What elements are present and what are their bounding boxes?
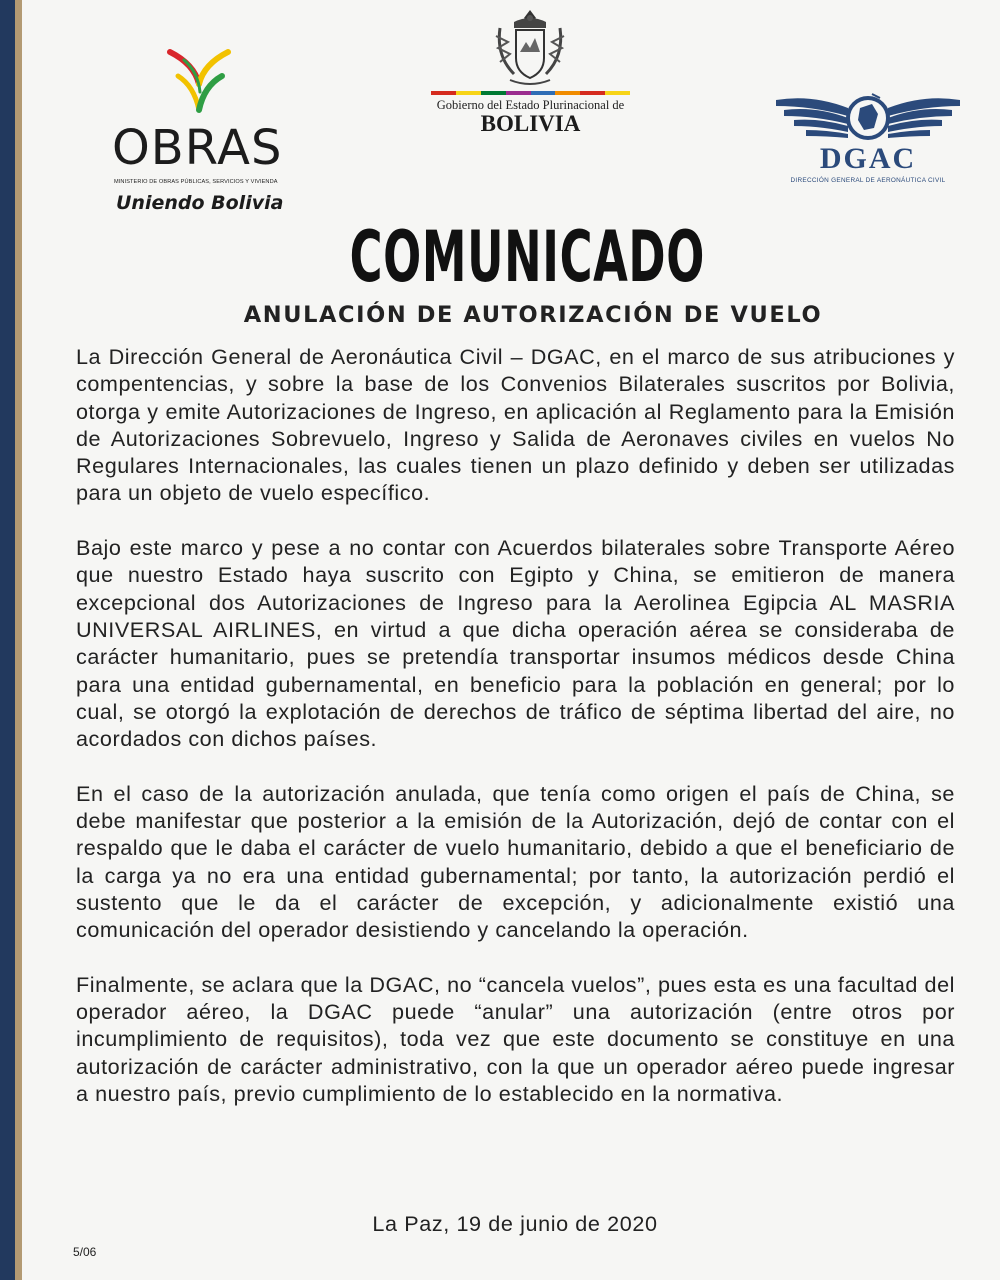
bolivia-government-logo <box>428 8 633 138</box>
document-subtitle: ANULACIÓN DE AUTORIZACIÓN DE VUELO <box>243 302 823 328</box>
body-paragraph-1: La Dirección General de Aeronáutica Civil – DGAC, en el marco de sus atribuciones y compentencias, y sobre la base de los Convenios Bilaterales suscritos por Bolivia, otorga y emite Autorizaciones de Ingreso, en aplicación al Reglamento para la Emisión de Autorizaciones Sobrevuelo, Ingreso y Salida de Aeronaves civiles en vuelos No Regulares Internacionales, las cuales tienen un plazo definido y deben ser utilizadas para un objeto de vuelo específico. <box>76 344 955 506</box>
obras-tagline: Uniendo Bolivia <box>116 192 284 214</box>
obras-logo <box>112 46 292 221</box>
dgac-wordmark: DGAC <box>819 142 917 175</box>
bolivia-logo-line2: BOLIVIA <box>480 111 581 136</box>
navy-side-stripe <box>0 0 15 1280</box>
dgac-logo-subtitle: DIRECCIÓN GENERAL DE AERONÁUTICA CIVIL <box>790 177 946 184</box>
dgac-wings-icon <box>772 90 964 150</box>
coat-of-arms-icon <box>492 8 568 90</box>
document-title: COMUNICADO <box>349 216 705 298</box>
body-paragraph-2: Bajo este marco y pese a no contar con Acuerdos bilaterales sobre Transporte Aéreo que nuestro Estado haya suscrito con Egipto y China, se emitieron de manera excepcional dos Autorizaciones de Ingreso para la Aerolinea Egipcia AL MASRIA UNIVERSAL AIRLINES, en virtud a que dicha operación aérea se consideraba de carácter humanitario, pues se pretendía transportar insumos médicos desde China para una entidad gubernamental, en beneficio para la población en general; por lo cual, se otorgó la explotación de derechos de tráfico de séptima libertad del aire, no acordados con dichos países. <box>76 535 955 752</box>
body-paragraph-4: Finalmente, se aclara que la DGAC, no “cancela vuelos”, pues esta es una facultad del operador aéreo, la DGAC puede “anular” una autorización (entre otros por incumplimiento de requisitos), toda vez que este documento se constituye en una autorización de carácter administrativo, con la que un operador aéreo puede ingresar a nuestro país, previo cumplimiento de lo establecido en la normativa. <box>76 971 955 1107</box>
place-and-date: La Paz, 19 de junio de 2020 <box>372 1211 658 1236</box>
document-body <box>76 343 955 1135</box>
gold-side-stripe <box>15 0 22 1280</box>
bolivia-logo-line1: Gobierno del Estado Plurinacional de <box>436 98 625 112</box>
page-number: 5/06 <box>73 1245 97 1259</box>
obras-wordmark: OBRAS <box>112 120 283 176</box>
obras-emblem-icon <box>164 46 234 116</box>
flag-color-bar <box>431 91 630 95</box>
body-paragraph-3: En el caso de la autorización anulada, que tenía como origen el país de China, se debe manifestar que posterior a la emisión de la Autorización, dejó de contar con el respaldo que le daba el carácter de vuelo humanitario, debido a que el beneficiario de la carga ya no era una entidad gubernamental; por tanto, la autorización perdió el sustento que le da el carácter de excepción, y adicionalmente existió una comunicación del operador desistiendo y cancelando la operación. <box>76 780 955 943</box>
dgac-logo <box>772 90 964 190</box>
obras-ministry-text: MINISTERIO DE OBRAS PÚBLICAS, SERVICIOS Y VIVIENDA <box>114 179 278 185</box>
